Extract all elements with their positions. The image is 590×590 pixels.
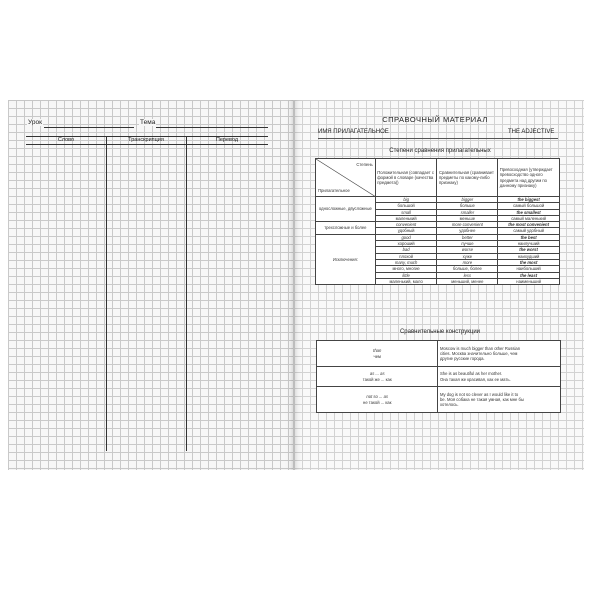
construction-ru: такой же ... как [362,376,392,382]
header-positive: Положительная (совпадает с формой в словаре (качества предмета)) [375,159,437,197]
constructions-table [316,340,561,413]
cell: удобный [375,228,437,234]
cell: the worst [498,247,560,253]
example-not-so-as [438,387,561,413]
construction-en: not so ... as [366,394,389,400]
notebook-gutter [293,100,295,470]
cell: наихудший [498,253,560,259]
construction-en: as ... as [369,371,385,377]
example-line: хотелось. [439,402,459,408]
cell: bad [375,247,437,253]
cell: worse [437,247,498,253]
header-comparative: Сравнительная (сравнивает предметы по какому-либо признаку) [437,159,498,197]
subtitle-en: THE ADJECTIVE [508,129,555,135]
cell: удобнее [437,228,498,234]
construction-than [317,341,438,367]
cell: меньше [437,215,498,221]
cell: the most [498,259,560,265]
left-page [8,100,294,470]
construction-ru: не такой ... как [363,399,392,405]
cell: маленький, мало [375,278,437,284]
construction-not-so-as [317,387,438,413]
example-line: другие русские города. [439,356,485,362]
example-line: Moscow is much bigger than other Russian [439,345,521,351]
cell: better [437,234,498,240]
degrees-title: Степени сравнения прилагательных [389,148,491,154]
cell: больше, более [437,266,498,272]
topic-label: Тема [140,119,156,126]
corner-degree-label: Степень [356,162,373,167]
cell: more [437,259,498,265]
example-line: be. Моя собака не такая умная, как мне бы [439,396,524,402]
cell: много, многие [375,266,437,272]
table-header-line [26,144,268,145]
lesson-label: Урок [28,119,42,126]
cell: the smallest [498,209,560,215]
cell: good [375,234,437,240]
lesson-underline [44,127,134,128]
example-line: She is as beautiful as her mother. [439,371,503,377]
cell: самый большой [498,203,560,209]
reference-header: СПРАВОЧНЫЙ МАТЕРИАЛ [382,115,488,124]
example-as-as [438,367,561,387]
group-label-short: односложные, двусложные [316,197,376,222]
degrees-corner-cell [316,159,376,197]
cell: smaller [437,209,498,215]
topic-underline [156,127,268,128]
cell: the biggest [498,197,560,203]
cell: the most convenient [498,222,560,228]
cell: bigger [437,197,498,203]
cell: big [375,197,437,203]
construction-ru: чем [373,353,381,359]
example-line: cities. Москва значительно больше, чем [439,350,518,356]
cell: плохой [375,253,437,259]
degrees-table [315,158,560,285]
cell: наибольший [498,266,560,272]
subtitle-rule [318,138,558,139]
column-header-word: Слово [57,137,75,143]
group-label-exceptions: Исключения: [316,234,376,284]
cell: большой [375,203,437,209]
cell: many, much [375,259,437,265]
subtitle-ru: ИМЯ ПРИЛАГАТЕЛЬНОЕ [318,129,389,135]
cell: the best [498,234,560,240]
cell: small [375,209,437,215]
header-superlative: Превосходная (утверждает превосходство одного предмета над другим по данному признаку) [498,159,560,197]
cell: маленький [375,215,437,221]
column-header-transcription: Транскрипция [128,137,164,143]
cell: less [437,272,498,278]
column-divider-2 [186,136,187,451]
cell: more convenient [437,222,498,228]
column-divider-1 [106,136,107,451]
example-line: Она такая же красивая, как ее мать. [439,376,511,382]
construction-en: than [373,348,382,354]
example-than [438,341,561,367]
group-label-long: трехсложные и более [316,222,376,235]
cell: наименьший [498,278,560,284]
cell: наилучший [498,241,560,247]
cell: самый удобный [498,228,560,234]
corner-adjective-label: Прилагательное [318,187,350,193]
cell: больше [437,203,498,209]
cell: хуже [437,253,498,259]
constructions-title: Сравнительные конструкции [399,329,481,335]
cell: самый маленький [498,215,560,221]
cell: little [375,272,437,278]
example-line: My dog is not so clever as I would like it to [439,391,519,397]
cell: хороший [375,241,437,247]
column-header-translation: Перевод [215,137,239,143]
construction-as-as [317,367,438,387]
cell: the least [498,272,560,278]
cell: меньший, менее [437,278,498,284]
cell: convenient [375,222,437,228]
cell: лучше [437,241,498,247]
